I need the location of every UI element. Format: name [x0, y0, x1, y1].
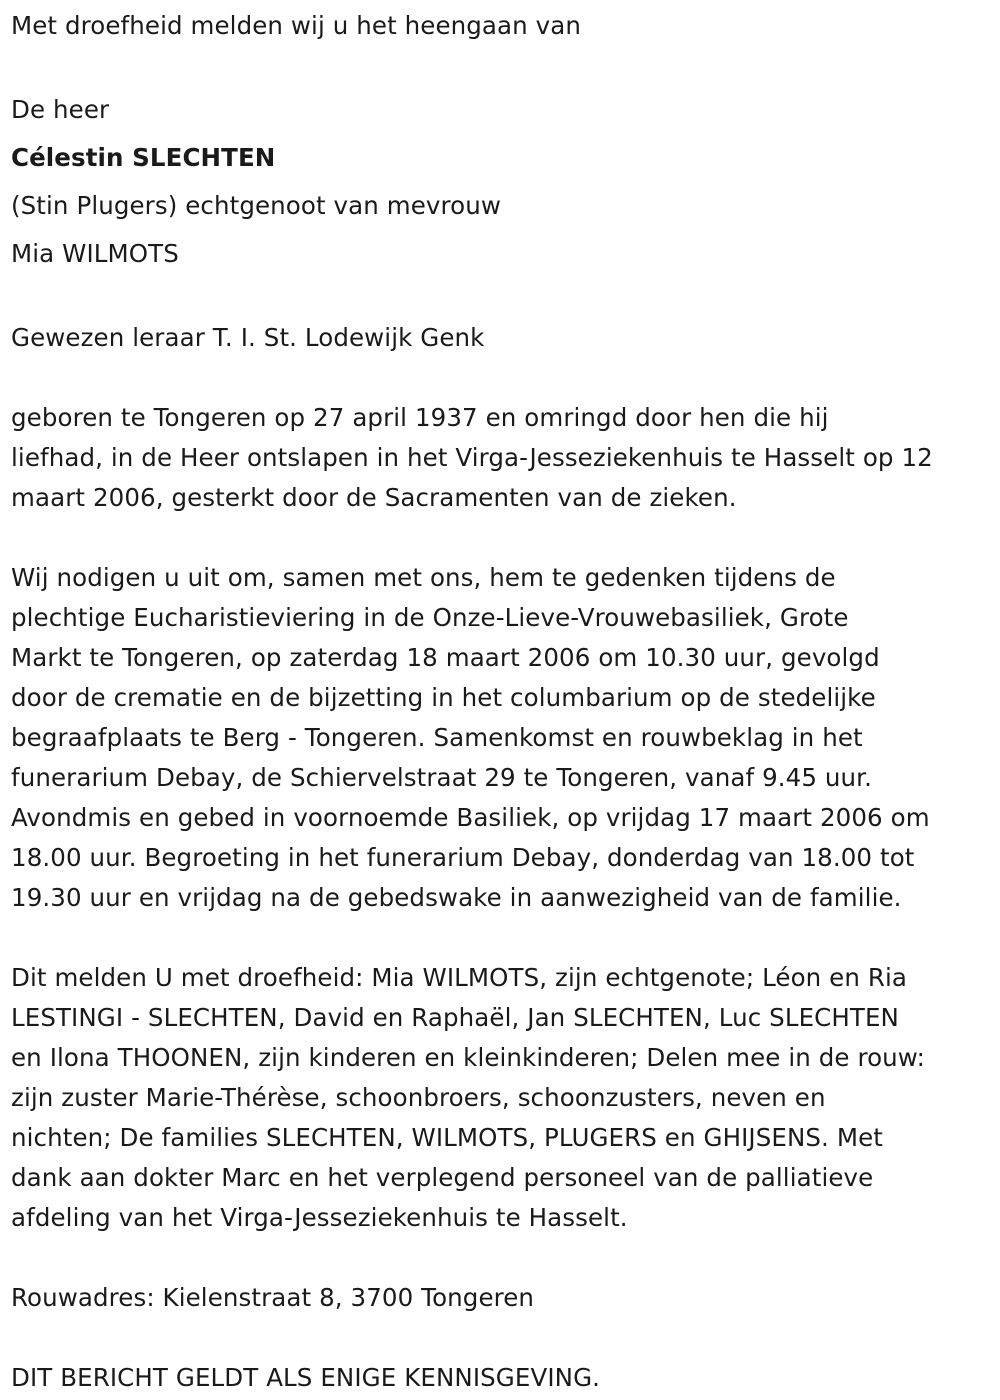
- paragraph-line: plechtige Eucharistieviering in de Onze-Lieve-Vrouwebasiliek, Grote: [11, 603, 849, 632]
- paragraph-line: geboren te Tongeren op 27 april 1937 en omringd door hen die hij: [11, 403, 829, 432]
- spacer: [11, 518, 996, 558]
- paragraph-line: Avondmis en gebed in voornoemde Basiliek, op vrijdag 17 maart 2006 om: [11, 803, 930, 832]
- paragraph-line: dank aan dokter Marc en het verplegend personeel van de palliatieve: [11, 1163, 874, 1192]
- paragraph-line: begraafplaats te Berg - Tongeren. Samenkomst en rouwbeklag in het: [11, 723, 863, 752]
- mourning-address: Rouwadres: Kielenstraat 8, 3700 Tongeren: [11, 1283, 535, 1312]
- closing-notice: DIT BERICHT GELDT ALS ENIGE KENNISGEVING.: [11, 1363, 601, 1392]
- spacer: [11, 278, 996, 318]
- nickname-line: (Stin Plugers) echtgenoot van mevrouw: [11, 191, 502, 220]
- paragraph-line: afdeling van het Virga-Jesseziekenhuis te Hasselt.: [11, 1203, 628, 1232]
- paragraph-line: Markt te Tongeren, op zaterdag 18 maart 2006 om 10.30 uur, gevolgd: [11, 643, 880, 672]
- spacer: [11, 358, 996, 398]
- paragraph-line: 18.00 uur. Begroeting in het funerarium Debay, donderdag van 18.00 tot: [11, 843, 915, 872]
- paragraph-line: 19.30 uur en vrijdag na de gebedswake in aanwezigheid van de familie.: [11, 883, 902, 912]
- family-paragraph: [11, 958, 996, 1238]
- death-notice: [11, 6, 996, 1398]
- paragraph-line: Dit melden U met droefheid: Mia WILMOTS, zijn echtgenote; Léon en Ria: [11, 963, 908, 992]
- spacer: [11, 1318, 996, 1358]
- paragraph-line: door de crematie en de bijzetting in het columbarium op de stedelijke: [11, 683, 876, 712]
- paragraph-line: maart 2006, gesterkt door de Sacramenten van de zieken.: [11, 483, 737, 512]
- spacer: [11, 46, 996, 86]
- paragraph-line: Wij nodigen u uit om, samen met ons, hem te gedenken tijdens de: [11, 563, 836, 592]
- spacer: [11, 918, 996, 958]
- intro-line: Met droefheid melden wij u het heengaan van: [11, 11, 582, 40]
- paragraph-line: en Ilona THOONEN, zijn kinderen en kleinkinderen; Delen mee in de rouw:: [11, 1043, 925, 1072]
- paragraph-line: LESTINGI - SLECHTEN, David en Raphaël, Jan SLECHTEN, Luc SLECHTEN: [11, 1003, 899, 1032]
- deceased-name: Célestin SLECHTEN: [11, 143, 276, 172]
- paragraph-line: nichten; De families SLECHTEN, WILMOTS, PLUGERS en GHIJSENS. Met: [11, 1123, 883, 1152]
- honorific: De heer: [11, 95, 110, 124]
- spacer: [11, 1238, 996, 1278]
- invitation-paragraph: [11, 558, 996, 918]
- paragraph-line: zijn zuster Marie-Thérèse, schoonbroers, schoonzusters, neven en: [11, 1083, 826, 1112]
- birth-death-paragraph: [11, 398, 996, 518]
- paragraph-line: funerarium Debay, de Schiervelstraat 29 te Tongeren, vanaf 9.45 uur.: [11, 763, 872, 792]
- spouse-name: Mia WILMOTS: [11, 239, 179, 268]
- paragraph-line: liefhad, in de Heer ontslapen in het Virga-Jesseziekenhuis te Hasselt op 12: [11, 443, 933, 472]
- occupation: Gewezen leraar T. I. St. Lodewijk Genk: [11, 323, 485, 352]
